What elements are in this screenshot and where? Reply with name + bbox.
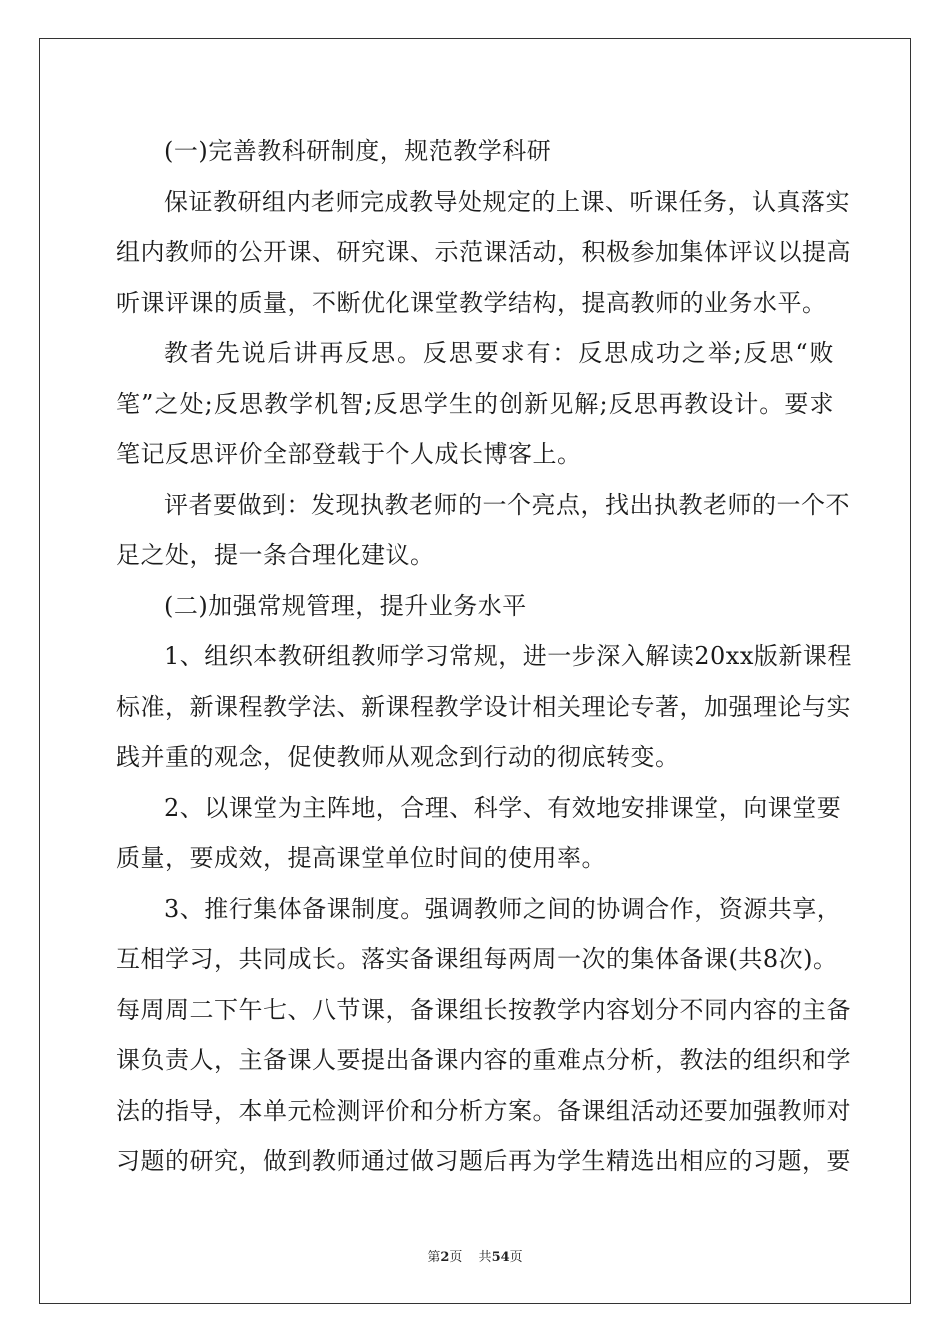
text-line: 践并重的观念，促使教师从观念到行动的彻底转变。 bbox=[116, 743, 680, 771]
text-line: 每周周二下午七、八节课，备课组长按教学内容划分不同内容的主备 bbox=[116, 995, 851, 1024]
text-line: 习题的研究，做到教师通过做习题后再为学生精选出相应的习题，要 bbox=[116, 1147, 851, 1175]
text-line: 质量，要成效，提高课堂单位时间的使用率。 bbox=[116, 844, 606, 872]
text-line: 3、推行集体备课制度。强调教师之间的协调合作，资源共享， bbox=[164, 894, 842, 923]
total-indicator bbox=[479, 1250, 523, 1265]
page-indicator bbox=[427, 1250, 462, 1265]
text-line: 评者要做到：发现执教老师的一个亮点，找出执教老师的一个不 bbox=[164, 490, 850, 519]
text-line: 课负责人，主备课人要提出备课内容的重难点分析，教法的组织和学 bbox=[116, 1046, 851, 1074]
page-footer bbox=[0, 1246, 950, 1265]
text-line: 标准，新课程教学法、新课程教学设计相关理论专著，加强理论与实 bbox=[116, 692, 851, 721]
text-line: 足之处，提一条合理化建议。 bbox=[116, 541, 435, 569]
page-prefix: 第 bbox=[427, 1250, 441, 1265]
text-line: (一)完善教科研制度，规范教学科研 bbox=[164, 137, 552, 165]
text-line: 法的指导，本单元检测评价和分析方案。备课组活动还要加强教师对 bbox=[116, 1096, 851, 1125]
text-line: (二)加强常规管理，提升业务水平 bbox=[164, 591, 527, 620]
text-line: 1、组织本教研组教师学习常规，进一步深入解读20xx版新课程 bbox=[164, 642, 852, 670]
page-number: 2 bbox=[440, 1250, 450, 1265]
document-body bbox=[116, 126, 852, 1187]
text-line: 2、以课堂为主阵地，合理、科学、有效地安排课堂，向课堂要 bbox=[164, 793, 842, 822]
text-line: 组内教师的公开课、研究课、示范课活动，积极参加集体评议以提高 bbox=[116, 238, 851, 266]
page-suffix: 页 bbox=[449, 1250, 463, 1265]
total-pages: 54 bbox=[491, 1250, 510, 1265]
total-suffix: 页 bbox=[509, 1250, 523, 1265]
text-line: 保证教研组内老师完成教导处规定的上课、听课任务，认真落实 bbox=[164, 187, 850, 216]
text-line: 听课评课的质量，不断优化课堂教学结构，提高教师的业务水平。 bbox=[116, 288, 827, 317]
text-line: 笔”之处;反思教学机智;反思学生的创新见解;反思再教设计。要求 bbox=[116, 389, 834, 418]
text-line: 笔记反思评价全部登载于个人成长博客上。 bbox=[116, 440, 582, 468]
text-line: 教者先说后讲再反思。反思要求有：反思成功之举;反思“败 bbox=[164, 339, 834, 367]
text-line: 互相学习，共同成长。落实备课组每两周一次的集体备课(共8次)。 bbox=[116, 945, 838, 973]
total-prefix: 共 bbox=[478, 1250, 492, 1265]
